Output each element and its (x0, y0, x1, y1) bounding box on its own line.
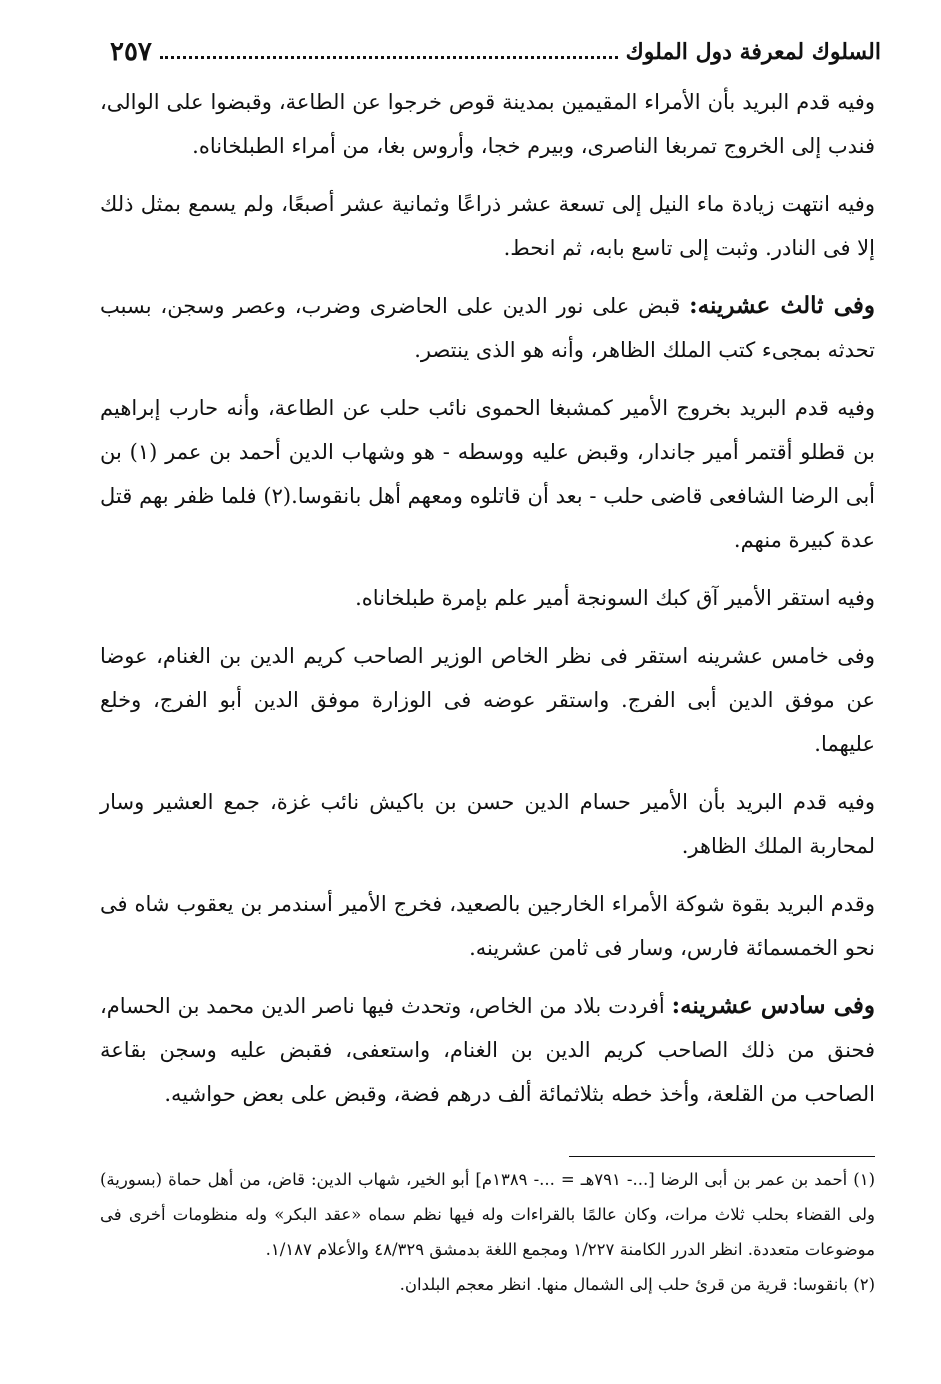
footnote-separator (569, 1156, 875, 1157)
paragraph (100, 80, 875, 168)
page-number: ٢٥٧ (110, 37, 152, 67)
paragraph-text: وفيه قدم البريد بأن الأمير حسام الدين حسن بن باكيش نائب غزة، جمع العشير وسار لمحاربة الملك الظاهر. (100, 790, 875, 858)
paragraph (100, 984, 875, 1116)
paragraph-text: وقدم البريد بقوة شوكة الأمراء الخارجين بالصعيد، فخرج الأمير أسندمر بن يعقوب شاه فى نحو الخمسمائة فارس، وسار فى ثامن عشرينه. (100, 892, 875, 960)
footnote: (٢) بانقوسا: قرية من قرئ حلب إلى الشمال منها. انظر معجم البلدان. (399, 1275, 875, 1294)
paragraph (100, 182, 875, 270)
paragraph-lead: وفى سادس عشرينه: (671, 992, 875, 1019)
paragraph (100, 386, 875, 562)
paragraph-text: قبض على نور الدين على الحاضرى وضرب، وعصر وسجن، بسبب تحدثه بمجىء كتب الملك الظاهر، وأنه هو الذى ينتصر. (100, 294, 875, 362)
paragraph (100, 882, 875, 970)
main-text (100, 80, 875, 1130)
paragraph (100, 780, 875, 868)
paragraph-text: وفى خامس عشرينه استقر فى نظر الخاص الوزير الصاحب كريم الدين بن الغنام، عوضا عن موفق الدين أبى الفرج. واستقر عوضه فى الوزارة موفق الدين أبو الفرج، وخلع عليهما. (100, 644, 875, 756)
paragraph (100, 284, 875, 372)
paragraph (100, 576, 875, 620)
paragraph-text: وفيه استقر الأمير آق كبك السونجة أمير علم بإمرة طبلخاناه. (355, 586, 875, 610)
header-dotted-leader (160, 56, 618, 59)
paragraph-text: وفيه قدم البريد بأن الأمراء المقيمين بمدينة قوص خرجوا عن الطاعة، وقبضوا على الوالى، فندب إلى الخروج تمربغا الناصرى، وبيرم خجا، وأروس بغا، من أمراء الطبلخاناه. (100, 90, 875, 158)
paragraph-text: أفردت بلاد من الخاص، وتحدث فيها ناصر الدين محمد بن الحسام، فحنق من ذلك الصاحب كريم الدين بن الغنام، واستعفى، فقبض عليه وسجن بقاعة الصاحب من القلعة، وأخذ خطه بثلاثمائة ألف درهم فضة، وقبض على بعض حواشيه. (100, 994, 875, 1106)
paragraph-text: وفيه قدم البريد بخروج الأمير كمشبغا الحموى نائب حلب عن الطاعة، وأنه حارب إبراهيم بن قطلو أقتمر أمير جاندار، وقبض عليه ووسطه - هو وشهاب الدين أحمد بن عمر (١) بن أبى الرضا الشافعى قاضى حلب - بعد أن قاتلوه ومعهم أهل بانقوسا.(٢) فلما ظفر بهم قتل عدة كبيرة منهم. (100, 396, 876, 552)
footnotes (100, 1162, 875, 1302)
paragraph-text: وفيه انتهت زيادة ماء النيل إلى تسعة عشر ذراعًا وثمانية عشر أصبعًا، ولم يسمع بمثل ذلك إلا فى النادر. وثبت إلى تاسع بابه، ثم انحط. (100, 192, 875, 260)
paragraph (100, 634, 875, 766)
running-header (110, 30, 881, 74)
footnote: (١) أحمد بن عمر بن أبى الرضا [...- ٧٩١هـ = ...- ١٣٨٩م] أبو الخير، شهاب الدين: قاض، من أهل حماة (بسورية) ولى القضاء بحلب ثلاث مرات، وكان عالمًا بالقراءات وله فيها نظم سماه «عقد البكر» وله منظومات أخرى فى موضوعات متعددة. انظر الدرر الكامنة ١/٢٢٧ ومجمع اللغة بدمشق ٤٨/٣٢٩ والأعلام ١/١٨٧. (100, 1170, 875, 1259)
paragraph-lead: وفى ثالث عشرينه: (689, 292, 875, 319)
book-title: السلوك لمعرفة دول الملوك (625, 39, 881, 65)
